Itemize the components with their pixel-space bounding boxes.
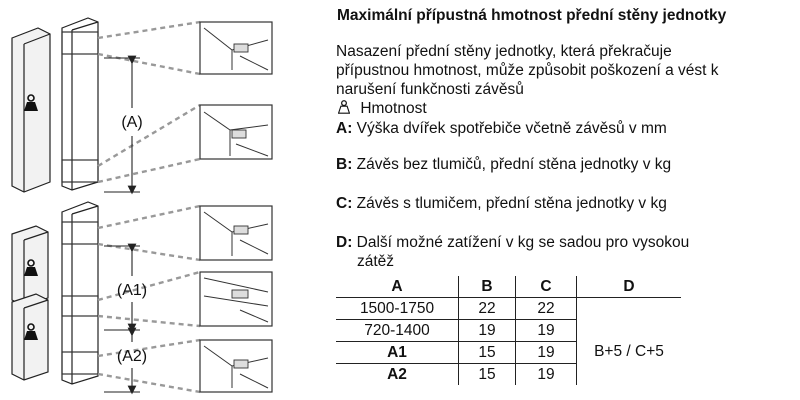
intro-line-1: Nasazení přední stěny jednotky, která překračuje xyxy=(336,43,672,60)
intro-line-3: narušení funkčnosti závěsů xyxy=(336,81,524,98)
single-door-appliance xyxy=(12,18,98,192)
table-cell: A1 xyxy=(336,342,459,364)
table-row xyxy=(336,298,681,320)
table-cell: 15 xyxy=(459,364,516,386)
table-cell: 15 xyxy=(459,342,516,364)
table-cell: 19 xyxy=(459,320,516,342)
weight-table xyxy=(336,276,681,385)
table-row xyxy=(336,320,681,342)
legend-c-label: C: xyxy=(336,195,353,212)
table-cell: A2 xyxy=(336,364,459,386)
table-cell: 19 xyxy=(516,342,577,364)
table-header-c: C xyxy=(516,276,577,298)
dimension-label-a: (A) xyxy=(121,114,143,131)
weight-icon xyxy=(338,100,350,114)
page-title: Maximální přípustná hmotnost přední stěny jednotky xyxy=(337,7,727,24)
legend-d-label: D: xyxy=(336,234,353,251)
legend-weight-text: Hmotnost xyxy=(360,100,427,117)
hinge-detail-middle xyxy=(200,272,272,326)
table-cell: 19 xyxy=(516,364,577,386)
hinge-detail-upper xyxy=(200,206,272,260)
table-cell: 19 xyxy=(516,320,577,342)
legend-a xyxy=(336,119,667,138)
dimension-label-a1: (A1) xyxy=(116,282,148,299)
table-header-row xyxy=(336,276,681,298)
legend-b-text: Závěs bez tlumičů, přední stěna jednotky v kg xyxy=(356,156,672,173)
legend-a-label: A: xyxy=(336,120,353,137)
table-header-d: D xyxy=(577,276,682,298)
table-cell: 22 xyxy=(459,298,516,320)
intro-line-2: přípustnou hmotnost, může způsobit poškození a vést k xyxy=(336,62,719,79)
table-cell: 22 xyxy=(516,298,577,320)
table-cell: 1500-1750 xyxy=(359,299,435,317)
hinge-detail-top xyxy=(200,22,272,74)
installation-illustration xyxy=(0,0,330,400)
table-cell-d-empty xyxy=(577,298,682,320)
legend-c-text: Závěs s tlumičem, přední stěna jednotky v kg xyxy=(356,195,667,212)
legend-a-text: Výška dvířek spotřebiče včetně závěsů v mm xyxy=(356,120,667,137)
double-door-appliance xyxy=(12,202,98,384)
legend-d xyxy=(336,233,689,252)
hinge-detail-lower xyxy=(200,340,272,392)
table-cell: 720-1400 xyxy=(336,320,459,342)
table-header-b: B xyxy=(459,276,516,298)
legend-weight xyxy=(338,99,427,118)
legend-b xyxy=(336,155,671,174)
dimension-label-a2: (A2) xyxy=(116,348,148,365)
legend-d-text-2: zátěž xyxy=(357,253,395,270)
table-header-a: A xyxy=(336,276,459,298)
legend-b-label: B: xyxy=(336,156,353,173)
legend-c xyxy=(336,194,667,213)
table-cell-d-value: B+5 / C+5 xyxy=(577,320,682,386)
hinge-detail-bottom xyxy=(200,105,272,159)
legend-d-text-1: Další možné zatížení v kg se sadou pro vysokou xyxy=(356,234,690,251)
